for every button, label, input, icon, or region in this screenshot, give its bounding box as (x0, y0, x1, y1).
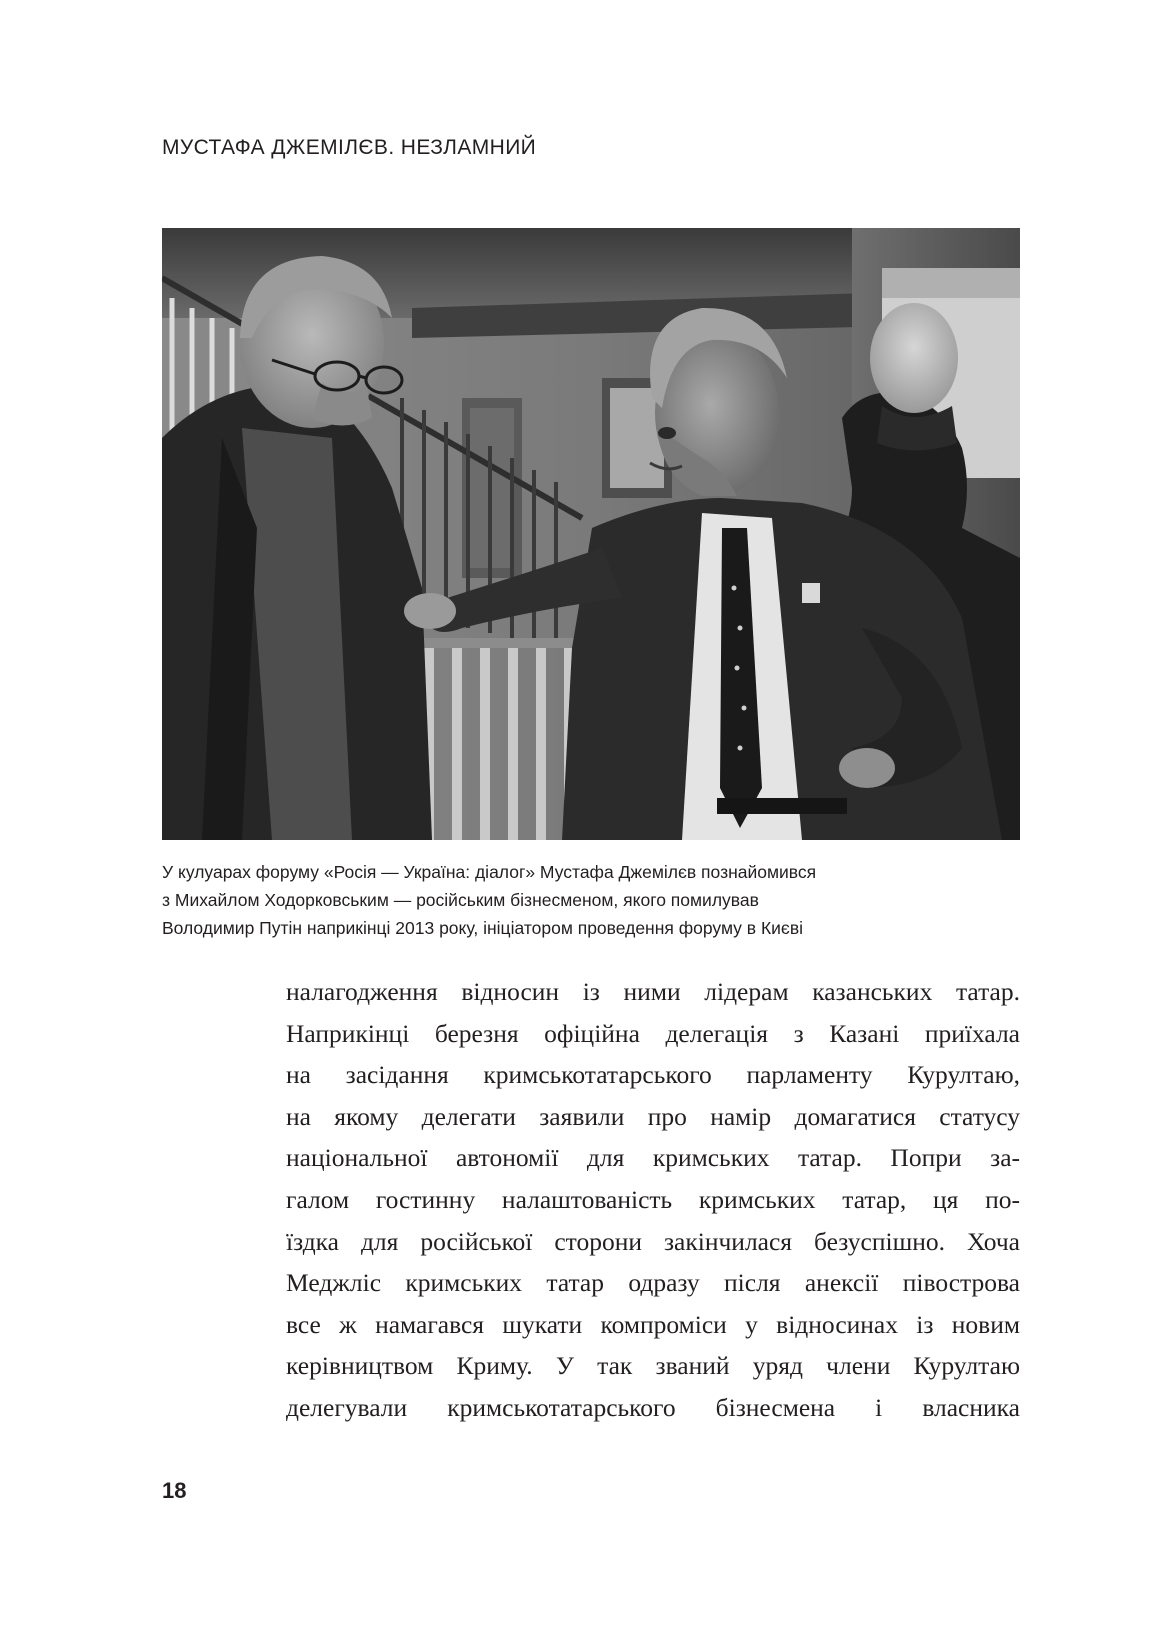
body-line: галом гостинну налаштованість кримських татар, ця по- (286, 1184, 1020, 1214)
body-line: Наприкінці березня офіційна делегація з Казані приїхала (286, 1018, 1020, 1048)
page-number: 18 (162, 1478, 187, 1503)
body-line: делегували кримськотатарського бізнесмена і власника (286, 1392, 1020, 1422)
running-head: МУСТАФА ДЖЕМІЛЄВ. НЕЗЛАМНИЙ (162, 136, 537, 159)
body-line: національної автономії для кримських татар. Попри за- (286, 1143, 1020, 1173)
body-paragraph (286, 971, 1020, 1429)
caption-line: з Михайлом Ходорковським — російським бізнесменом, якого помилував (162, 890, 759, 910)
body-line: на якому делегати заявили про намір домагатися статусу (286, 1101, 1020, 1131)
body-line: все ж намагався шукати компроміси у відносинах із новим (286, 1309, 1020, 1339)
caption-line: У кулуарах форуму «Росія — Україна: діалог» Мустафа Джемілєв познайомився (162, 862, 817, 882)
body-line: налагодження відносин із ними лідерам казанських татар. (286, 977, 1020, 1006)
body-line: на засідання кримськотатарського парламенту Курултаю, (286, 1060, 1020, 1090)
body-line: керівництвом Криму. У так званий уряд члени Курултаю (286, 1351, 1020, 1381)
body-line: Меджліс кримських татар одразу після анексії півострова (286, 1268, 1020, 1298)
photo-illustration (162, 228, 1020, 840)
photo-caption (162, 858, 1042, 942)
photograph (162, 228, 1020, 840)
caption-line: Володимир Путін наприкінці 2013 року, ініціатором проведення форуму в Києві (162, 918, 804, 938)
body-line: їздка для російської сторони закінчилася безуспішно. Хоча (286, 1226, 1020, 1256)
